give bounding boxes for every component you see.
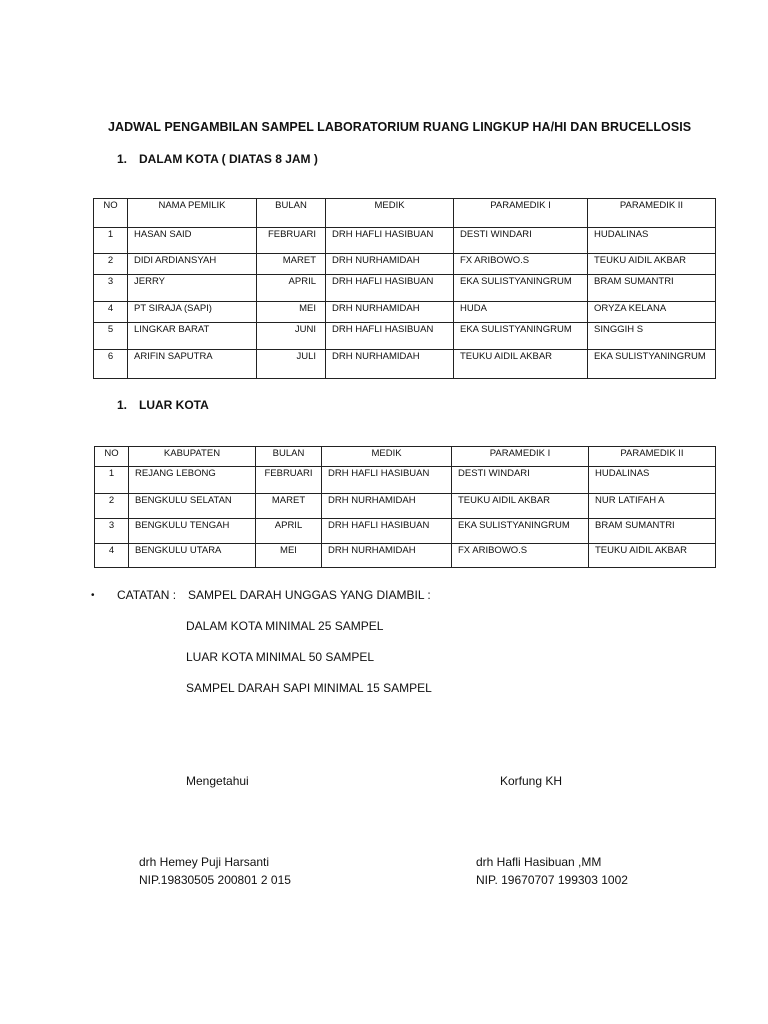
cell-medik: DRH NURHAMIDAH xyxy=(322,494,452,519)
cell-kabupaten: BENGKULU SELATAN xyxy=(129,494,256,519)
column-header-no: NO xyxy=(94,199,128,228)
cell-no: 6 xyxy=(94,350,128,379)
note-line-sapi: SAMPEL DARAH SAPI MINIMAL 15 SAMPEL xyxy=(186,681,432,695)
cell-medik: DRH HAFLI HASIBUAN xyxy=(326,228,454,254)
cell-no: 4 xyxy=(94,302,128,323)
cell-bulan: MARET xyxy=(257,254,326,275)
table-header-row xyxy=(95,447,716,467)
table-row xyxy=(95,467,716,494)
section2-title: LUAR KOTA xyxy=(139,398,209,412)
signature-left-block xyxy=(139,853,291,889)
column-header-bulan: BULAN xyxy=(257,199,326,228)
cell-nama-pemilik: JERRY xyxy=(128,275,257,302)
cell-paramedik-1: DESTI WINDARI xyxy=(452,467,589,494)
table-row xyxy=(94,323,716,350)
cell-kabupaten: BENGKULU TENGAH xyxy=(129,519,256,544)
cell-kabupaten: REJANG LEBONG xyxy=(129,467,256,494)
cell-paramedik-1: TEUKU AIDIL AKBAR xyxy=(452,494,589,519)
column-header-paramedik-1: PARAMEDIK I xyxy=(452,447,589,467)
cell-medik: DRH HAFLI HASIBUAN xyxy=(326,275,454,302)
cell-medik: DRH NURHAMIDAH xyxy=(326,350,454,379)
signature-left-name: drh Hemey Puji Harsanti xyxy=(139,855,270,869)
cell-paramedik-2: BRAM SUMANTRI xyxy=(588,275,716,302)
cell-bulan: MEI xyxy=(257,302,326,323)
section1-title: DALAM KOTA ( DIATAS 8 JAM ) xyxy=(139,152,318,166)
cell-kabupaten: BENGKULU UTARA xyxy=(129,544,256,568)
cell-nama-pemilik: PT SIRAJA (SAPI) xyxy=(128,302,257,323)
cell-nama-pemilik: HASAN SAID xyxy=(128,228,257,254)
cell-nama-pemilik: ARIFIN SAPUTRA xyxy=(128,350,257,379)
cell-bulan: APRIL xyxy=(257,275,326,302)
cell-medik: DRH NURHAMIDAH xyxy=(326,302,454,323)
table-row xyxy=(94,350,716,379)
column-header-paramedik-1: PARAMEDIK I xyxy=(454,199,588,228)
cell-paramedik-1: EKA SULISTYANINGRUM xyxy=(454,323,588,350)
section2-heading xyxy=(117,398,209,412)
cell-nama-pemilik: DIDI ARDIANSYAH xyxy=(128,254,257,275)
cell-paramedik-1: HUDA xyxy=(454,302,588,323)
table-row xyxy=(94,275,716,302)
cell-paramedik-1: FX ARIBOWO.S xyxy=(454,254,588,275)
cell-no: 3 xyxy=(94,275,128,302)
cell-paramedik-2: NUR LATIFAH A xyxy=(589,494,716,519)
cell-bulan: MEI xyxy=(256,544,322,568)
cell-medik: DRH HAFLI HASIBUAN xyxy=(326,323,454,350)
table-row xyxy=(95,494,716,519)
table-row xyxy=(94,302,716,323)
cell-paramedik-1: EKA SULISTYANINGRUM xyxy=(452,519,589,544)
signature-right-nip: NIP. 19670707 199303 1002 xyxy=(476,873,628,887)
cell-paramedik-1: DESTI WINDARI xyxy=(454,228,588,254)
section1-number: 1. xyxy=(117,152,128,166)
cell-paramedik-2: SINGGIH S xyxy=(588,323,716,350)
cell-paramedik-2: ORYZA KELANA xyxy=(588,302,716,323)
column-header-bulan: BULAN xyxy=(256,447,322,467)
signature-left-role: Mengetahui xyxy=(186,774,249,788)
note-intro: SAMPEL DARAH UNGGAS YANG DIAMBIL : xyxy=(188,588,431,602)
table-row xyxy=(95,519,716,544)
signature-right-role: Korfung KH xyxy=(500,774,563,788)
cell-paramedik-1: TEUKU AIDIL AKBAR xyxy=(454,350,588,379)
cell-bulan: FEBRUARI xyxy=(257,228,326,254)
cell-nama-pemilik: LINGKAR BARAT xyxy=(128,323,257,350)
document-title: JADWAL PENGAMBILAN SAMPEL LABORATORIUM RUANG LINGKUP HA/HI DAN BRUCELLOSIS xyxy=(108,120,692,134)
signature-right-name: drh Hafli Hasibuan ,MM xyxy=(476,855,602,869)
cell-medik: DRH NURHAMIDAH xyxy=(322,544,452,568)
column-header-kabupaten: KABUPATEN xyxy=(129,447,256,467)
cell-bulan: MARET xyxy=(256,494,322,519)
table-row xyxy=(94,228,716,254)
section1-heading xyxy=(117,152,318,166)
column-header-nama-pemilik: NAMA PEMILIK xyxy=(128,199,257,228)
cell-bulan: APRIL xyxy=(256,519,322,544)
cell-paramedik-2: BRAM SUMANTRI xyxy=(589,519,716,544)
table-header-row xyxy=(94,199,716,228)
cell-paramedik-2: TEUKU AIDIL AKBAR xyxy=(589,544,716,568)
table-luar-kota xyxy=(94,446,716,568)
column-header-medik: MEDIK xyxy=(322,447,452,467)
column-header-no: NO xyxy=(95,447,129,467)
table-row xyxy=(94,254,716,275)
cell-bulan: JUNI xyxy=(257,323,326,350)
note-bullet: • xyxy=(91,590,95,601)
cell-medik: DRH NURHAMIDAH xyxy=(326,254,454,275)
cell-no: 4 xyxy=(95,544,129,568)
table-dalam-kota xyxy=(93,198,716,379)
note-label: CATATAN : xyxy=(117,588,177,602)
column-header-paramedik-2: PARAMEDIK II xyxy=(588,199,716,228)
cell-no: 1 xyxy=(95,467,129,494)
cell-medik: DRH HAFLI HASIBUAN xyxy=(322,519,452,544)
signature-right-block xyxy=(476,853,628,889)
note-line-dalam-kota: DALAM KOTA MINIMAL 25 SAMPEL xyxy=(186,619,384,633)
cell-bulan: JULI xyxy=(257,350,326,379)
cell-bulan: FEBRUARI xyxy=(256,467,322,494)
cell-paramedik-2: TEUKU AIDIL AKBAR xyxy=(588,254,716,275)
section2-number: 1. xyxy=(117,398,128,412)
cell-no: 3 xyxy=(95,519,129,544)
column-header-medik: MEDIK xyxy=(326,199,454,228)
cell-no: 1 xyxy=(94,228,128,254)
cell-medik: DRH HAFLI HASIBUAN xyxy=(322,467,452,494)
note-line-luar-kota: LUAR KOTA MINIMAL 50 SAMPEL xyxy=(186,650,375,664)
cell-no: 2 xyxy=(95,494,129,519)
column-header-paramedik-2: PARAMEDIK II xyxy=(589,447,716,467)
cell-paramedik-2: HUDALINAS xyxy=(588,228,716,254)
table-row xyxy=(95,544,716,568)
cell-paramedik-2: EKA SULISTYANINGRUM xyxy=(588,350,716,379)
cell-paramedik-1: EKA SULISTYANINGRUM xyxy=(454,275,588,302)
cell-paramedik-1: FX ARIBOWO.S xyxy=(452,544,589,568)
cell-no: 5 xyxy=(94,323,128,350)
cell-paramedik-2: HUDALINAS xyxy=(589,467,716,494)
cell-no: 2 xyxy=(94,254,128,275)
signature-left-nip: NIP.19830505 200801 2 015 xyxy=(139,873,291,887)
